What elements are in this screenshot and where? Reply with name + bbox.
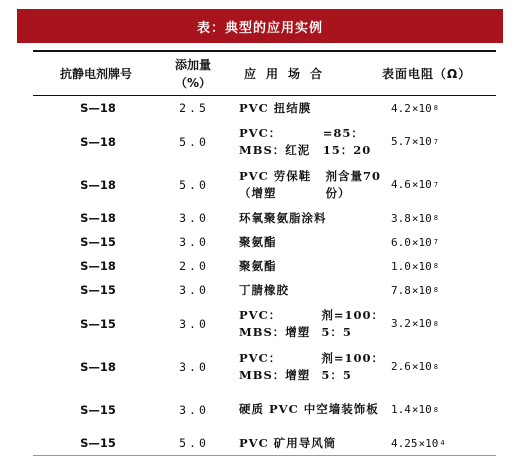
header-code: 抗静电剂牌号 bbox=[59, 67, 132, 81]
table-row bbox=[35, 431, 496, 455]
cell-application: PVC：MBS：增塑 剂=100：5：5 bbox=[239, 350, 385, 382]
cell-amount: 3.0 bbox=[179, 402, 209, 417]
cell-application: PVC：MBS：红泥 =85：15：20 bbox=[239, 125, 372, 157]
cell-application: PVC 劳保鞋（增塑 剂含量70份） bbox=[239, 168, 382, 200]
cell-amount: 3.0 bbox=[179, 316, 209, 331]
cell-resistivity: 2.6 ×10 8 bbox=[391, 360, 438, 373]
cell-resistivity: 4.25 ×10 4 bbox=[391, 436, 445, 450]
table-row bbox=[35, 345, 496, 388]
header-application: 应用场合 bbox=[244, 67, 333, 81]
cell-application: 环氧聚氨脂涂料 bbox=[239, 210, 327, 225]
cell-code: S—15 bbox=[80, 316, 116, 331]
cell-resistivity: 4.2 ×10 8 bbox=[391, 101, 438, 115]
header-amount bbox=[163, 52, 223, 95]
cell-resistivity: 3.8 ×10 8 bbox=[391, 211, 438, 225]
header-resistivity: 表面电阻（Ω） bbox=[382, 67, 472, 81]
table-title: 表：典型的应用实例 bbox=[17, 9, 503, 43]
header-amount-label: 添加量 bbox=[174, 57, 211, 72]
cell-code: S—15 bbox=[80, 436, 116, 450]
cell-application: 聚氨酯 bbox=[239, 234, 277, 249]
table-row bbox=[35, 120, 496, 163]
cell-application: 丁腈橡胶 bbox=[239, 282, 289, 297]
cell-code: S—18 bbox=[80, 134, 116, 149]
cell-amount: 2.5 bbox=[179, 101, 209, 115]
table-body bbox=[35, 96, 496, 455]
cell-resistivity: 1.0 ×10 8 bbox=[391, 259, 438, 273]
cell-amount: 5.0 bbox=[179, 134, 209, 149]
cell-application: PVC 扭结膜 bbox=[239, 100, 312, 115]
cell-code: S—18 bbox=[80, 177, 116, 192]
cell-amount: 3.0 bbox=[179, 211, 209, 225]
cell-code: S—15 bbox=[80, 235, 116, 249]
cell-resistivity: 1.4 ×10 8 bbox=[391, 403, 438, 416]
cell-amount: 5.0 bbox=[179, 436, 209, 450]
table-row bbox=[35, 254, 496, 278]
cell-amount: 3.0 bbox=[179, 235, 209, 249]
cell-resistivity: 5.7 ×10 7 bbox=[391, 135, 438, 148]
table-row bbox=[35, 96, 496, 120]
table-row bbox=[35, 388, 496, 431]
bottom-rule bbox=[33, 455, 496, 456]
cell-amount: 3.0 bbox=[179, 359, 209, 374]
cell-resistivity: 4.6 ×10 7 bbox=[391, 178, 438, 191]
table-row bbox=[35, 206, 496, 230]
cell-code: S—18 bbox=[80, 211, 116, 225]
cell-resistivity: 6.0 ×10 7 bbox=[391, 235, 438, 249]
table-row bbox=[35, 302, 496, 345]
cell-code: S—18 bbox=[80, 101, 116, 115]
cell-application: 聚氨酯 bbox=[239, 258, 277, 273]
cell-resistivity: 7.8 ×10 8 bbox=[391, 283, 438, 297]
cell-code: S—15 bbox=[80, 402, 116, 417]
cell-resistivity: 3.2 ×10 8 bbox=[391, 317, 438, 330]
cell-code: S—18 bbox=[80, 259, 116, 273]
table-row bbox=[35, 163, 496, 206]
cell-amount: 5.0 bbox=[179, 177, 209, 192]
table-row bbox=[35, 278, 496, 302]
cell-amount: 3.0 bbox=[179, 283, 209, 297]
cell-application: PVC 矿用导风筒 bbox=[239, 435, 337, 450]
cell-application: PVC：MBS：增塑 剂=100：5：5 bbox=[239, 307, 385, 339]
table-row bbox=[35, 230, 496, 254]
cell-code: S—18 bbox=[80, 359, 116, 374]
cell-amount: 2.0 bbox=[179, 259, 209, 273]
cell-code: S—15 bbox=[80, 283, 116, 297]
cell-application: 硬质 PVC 中空墙 装饰板 bbox=[239, 402, 379, 416]
header-amount-unit: （%） bbox=[174, 75, 212, 90]
